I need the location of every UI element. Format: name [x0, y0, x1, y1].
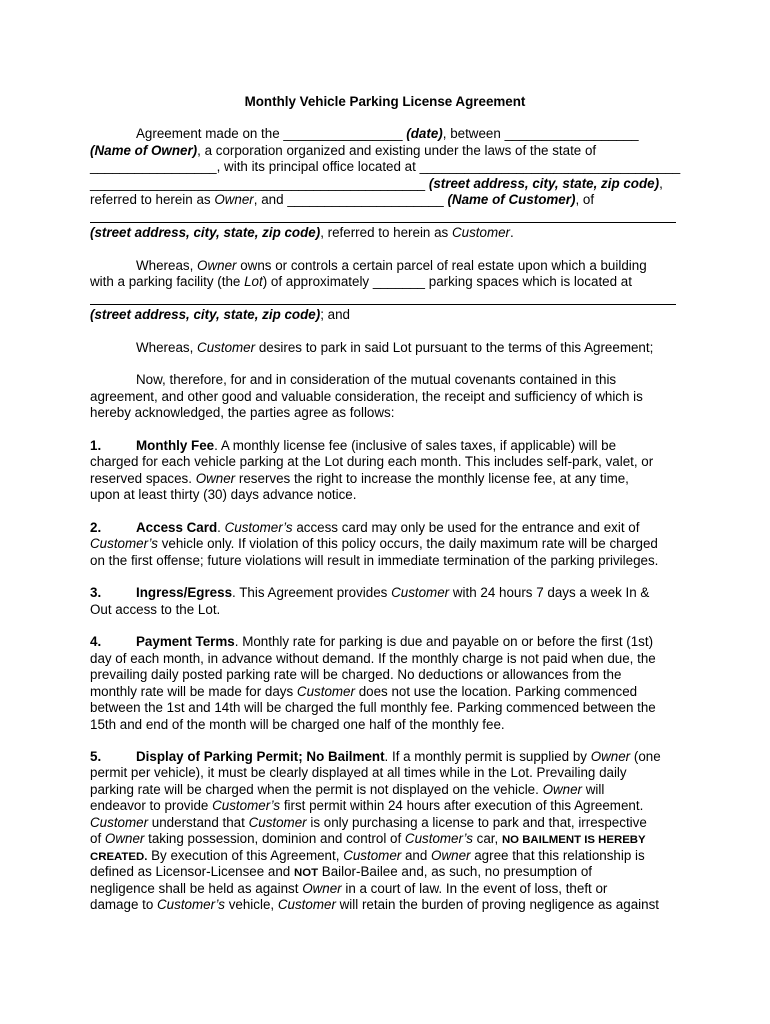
whereas-1-line-3: (street address, city, state, zip code); and: [90, 307, 350, 322]
now-therefore-line-2: agreement, and other good and valuable consideration, the receipt and sufficiency of which is: [90, 389, 643, 404]
section-1-line-4: upon at least thirty (30) days advance notice.: [90, 487, 357, 502]
section-4-line-5: between the 1st and 14th will be charged the full monthly fee. Parking commenced between the: [90, 700, 656, 715]
section-5-line-3: parking rate will be charged when the permit is not displayed on the vehicle. Owner will: [90, 782, 605, 797]
section-1-number: 1.: [90, 438, 102, 453]
customer-address-rule: [90, 222, 676, 223]
section-5-line-7: CREATED. By execution of this Agreement, Customer and Owner agree that this relationship is: [90, 848, 645, 863]
section-5-heading: Display of Parking Permit; No Bailment: [136, 749, 385, 764]
section-1-line-2: charged for each vehicle parking at the Lot during each month. This includes self-park, valet, or: [90, 454, 654, 469]
section-3-line-2: Out access to the Lot.: [90, 602, 221, 617]
section-2-line-1: 2. Access Card. Customer’s access card may only be used for the entrance and exit of: [90, 520, 640, 535]
section-5-line-9: negligence shall be held as against Owner in a court of law. In the event of loss, theft or: [90, 881, 608, 896]
section-4-line-6: 15th and end of the month will be charged one half of the monthly fee.: [90, 717, 505, 732]
section-1-line-1: 1. Monthly Fee. A monthly license fee (inclusive of sales taxes, if applicable) will be: [90, 438, 617, 453]
section-5-line-6: of Owner taking possession, dominion and control of Customer’s car, NO BAILMENT IS HEREBY: [90, 831, 646, 846]
section-5-number: 5.: [90, 749, 102, 764]
section-4-heading: Payment Terms: [136, 634, 235, 649]
intro-line-3: _________________, with its principal office located at ___________________________________: [90, 159, 681, 174]
now-therefore-line-3: hereby acknowledged, the parties agree as follows:: [90, 405, 395, 420]
section-4-number: 4.: [90, 634, 102, 649]
section-1-heading: Monthly Fee: [136, 438, 215, 453]
intro-line-5: referred to herein as Owner, and _____________________ (Name of Customer), of: [90, 192, 595, 207]
document-title: Monthly Vehicle Parking License Agreement: [244, 94, 526, 109]
intro-line-2: (Name of Owner), a corporation organized and existing under the laws of the state of: [90, 143, 597, 158]
section-4-line-1: 4. Payment Terms. Monthly rate for parking is due and payable on or before the first (1st): [90, 634, 654, 649]
section-2-line-2: Customer’s vehicle only. If violation of this policy occurs, the daily maximum rate will be charged: [90, 536, 658, 551]
now-therefore-line-1: Now, therefore, for and in consideration of the mutual covenants contained in this: [136, 372, 617, 387]
whereas-1-line-1: Whereas, Owner owns or controls a certain parcel of real estate upon which a building: [136, 258, 647, 273]
section-5-line-5: Customer understand that Customer is only purchasing a license to park and that, irrespective: [90, 815, 647, 830]
section-2-line-3: on the first offense; future violations will result in immediate termination of the parking privileges.: [90, 553, 659, 568]
section-4-line-3: prevailing daily posted parking rate will be charged. No deductions or allowances from the: [90, 667, 622, 682]
section-3-line-1: 3. Ingress/Egress. This Agreement provides Customer with 24 hours 7 days a week In &: [90, 585, 650, 600]
intro-line-1: Agreement made on the ________________ (date), between __________________: [136, 126, 639, 141]
section-3-number: 3.: [90, 585, 102, 600]
section-5-line-8: defined as Licensor-Licensee and NOT Bailor-Bailee and, as such, no presumption of: [90, 864, 592, 879]
lot-address-rule: [90, 304, 676, 305]
section-5-line-2: permit per vehicle), it must be clearly displayed at all times while in the Lot. Prevailing daily: [90, 765, 627, 780]
section-5-line-10: damage to Customer’s vehicle, Customer will retain the burden of proving negligence as against: [90, 897, 659, 912]
whereas-1-line-2: with a parking facility (the Lot) of approximately _______ parking spaces which is located at: [90, 274, 632, 289]
section-4-line-2: day of each month, in advance without demand. If the monthly charge is not paid when due, the: [90, 651, 656, 666]
section-1-line-3: reserved spaces. Owner reserves the right to increase the monthly license fee, at any time,: [90, 471, 629, 486]
section-3-heading: Ingress/Egress: [136, 585, 233, 600]
section-5-line-1: 5. Display of Parking Permit; No Bailment. If a monthly permit is supplied by Owner (one: [90, 749, 661, 764]
intro-line-6: (street address, city, state, zip code), referred to herein as Customer.: [90, 225, 514, 240]
section-4-line-4: monthly rate will be made for days Customer does not use the location. Parking commenced: [90, 684, 638, 699]
section-2-heading: Access Card: [136, 520, 218, 535]
intro-line-4: _____________________________________________ (street address, city, state, zip code),: [90, 176, 663, 191]
section-5-line-4: endeavor to provide Customer’s first permit within 24 hours after execution of this Agreement.: [90, 798, 644, 813]
section-2-number: 2.: [90, 520, 102, 535]
whereas-2-line-1: Whereas, Customer desires to park in said Lot pursuant to the terms of this Agreement;: [136, 340, 654, 355]
